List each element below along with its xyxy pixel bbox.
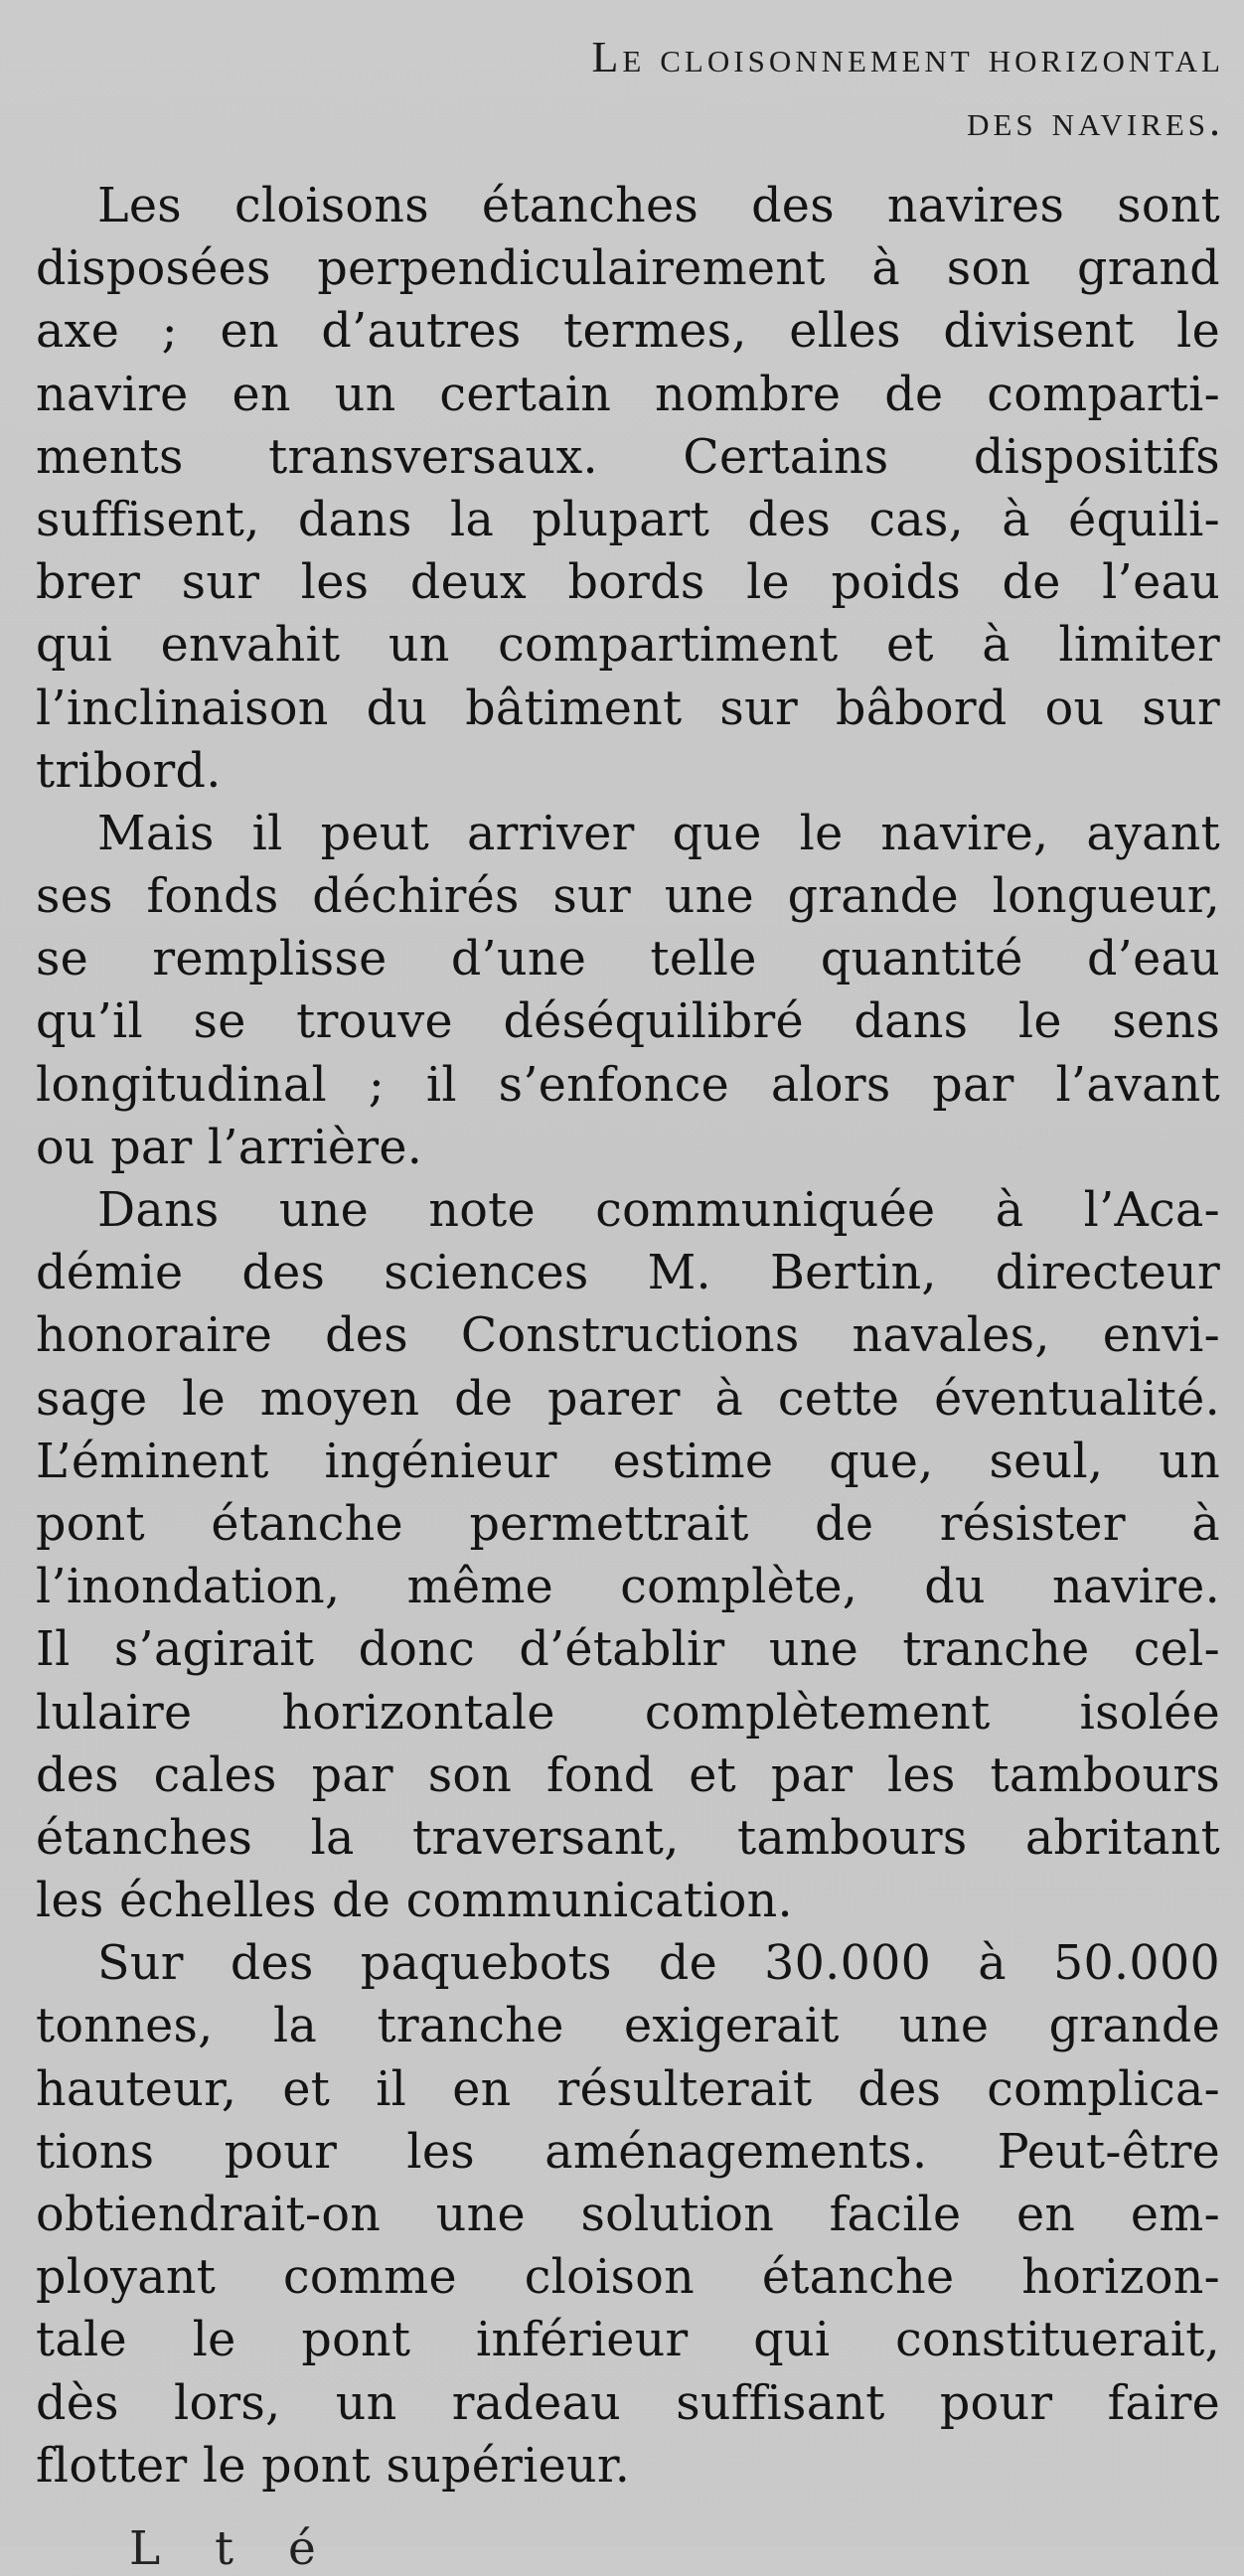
text-line: lulaire horizontale complètement isolée — [36, 1685, 1220, 1741]
article-title — [36, 0, 1224, 153]
text-line: ou par l’arrière. — [36, 1120, 423, 1175]
paragraph-1 — [36, 175, 1220, 803]
text-line: l’inondation, même complète, du navire. — [36, 1560, 1220, 1615]
paragraph-4 — [36, 1932, 1220, 2498]
text-line: l’inclinaison du bâtiment sur bâbord ou sur — [36, 681, 1220, 736]
text-line: ments transversaux. Certains dispositifs — [36, 429, 1220, 485]
text-line: des cales par son fond et par les tambours — [36, 1747, 1220, 1803]
text-line: L’éminent ingénieur estime que, seul, un — [36, 1434, 1220, 1489]
text-line: pont étanche permettrait de résister à — [36, 1496, 1220, 1552]
text-line: qui envahit un compartiment et à limiter — [36, 618, 1220, 674]
text-line: tions pour les aménagements. Peut-être — [36, 2124, 1220, 2180]
article-title-line-2: des navires. — [967, 96, 1224, 145]
text-line: longitudinal ; il s’enfonce alors par l’avant — [36, 1057, 1220, 1113]
text-line: tonnes, la tranche exigerait une grande — [36, 1999, 1220, 2054]
text-line: obtiendrait-on une solution facile en em- — [36, 2188, 1220, 2242]
text-line: Mais il peut arriver que le navire, ayant — [97, 806, 1220, 861]
text-line: se remplisse d’une telle quantité d’eau — [36, 932, 1220, 987]
text-line: dès lors, un radeau suffisant pour faire — [36, 2375, 1220, 2431]
cut-off-next-line: L t é — [129, 2521, 336, 2576]
text-line: Sur des paquebots de 30.000 à 50.000 — [97, 1936, 1220, 1992]
text-line: disposées perpendiculairement à son grand — [36, 241, 1220, 297]
article-body — [36, 175, 1220, 2498]
text-line: étanches la traversant, tambours abritant — [36, 1810, 1220, 1866]
text-line: Les cloisons étanches des navires sont — [97, 179, 1220, 233]
text-line: les échelles de communication. — [36, 1874, 793, 1929]
text-line: tribord. — [36, 743, 222, 799]
article-title-line-1: Le cloisonnement horizontal — [591, 33, 1224, 81]
text-line: Dans une note communiquée à l’Aca- — [97, 1183, 1220, 1238]
text-line: axe ; en d’autres termes, elles divisent le — [36, 304, 1220, 360]
text-line: démie des sciences M. Bertin, directeur — [36, 1246, 1220, 1301]
paragraph-2 — [36, 803, 1220, 1179]
text-line: honoraire des Constructions navales, envi- — [36, 1308, 1220, 1364]
text-line: tale le pont inférieur qui constituerait, — [36, 2313, 1220, 2368]
text-line: ses fonds déchirés sur une grande longueur, — [36, 869, 1220, 925]
paragraph-3 — [36, 1179, 1220, 1932]
text-line: Il s’agirait donc d’établir une tranche cel- — [36, 1622, 1220, 1678]
text-line: navire en un certain nombre de comparti- — [36, 367, 1220, 422]
text-line: brer sur les deux bords le poids de l’eau — [36, 555, 1220, 611]
document-page — [36, 0, 1224, 2498]
text-line: suffisent, dans la plupart des cas, à équili- — [36, 492, 1220, 547]
text-line: hauteur, et il en résulterait des complica- — [36, 2061, 1220, 2117]
text-line: ployant comme cloison étanche horizon- — [36, 2250, 1220, 2306]
text-line: qu’il se trouve déséquilibré dans le sens — [36, 994, 1220, 1050]
text-line: flotter le pont supérieur. — [36, 2438, 631, 2494]
text-line: sage le moyen de parer à cette éventualité. — [36, 1371, 1220, 1427]
